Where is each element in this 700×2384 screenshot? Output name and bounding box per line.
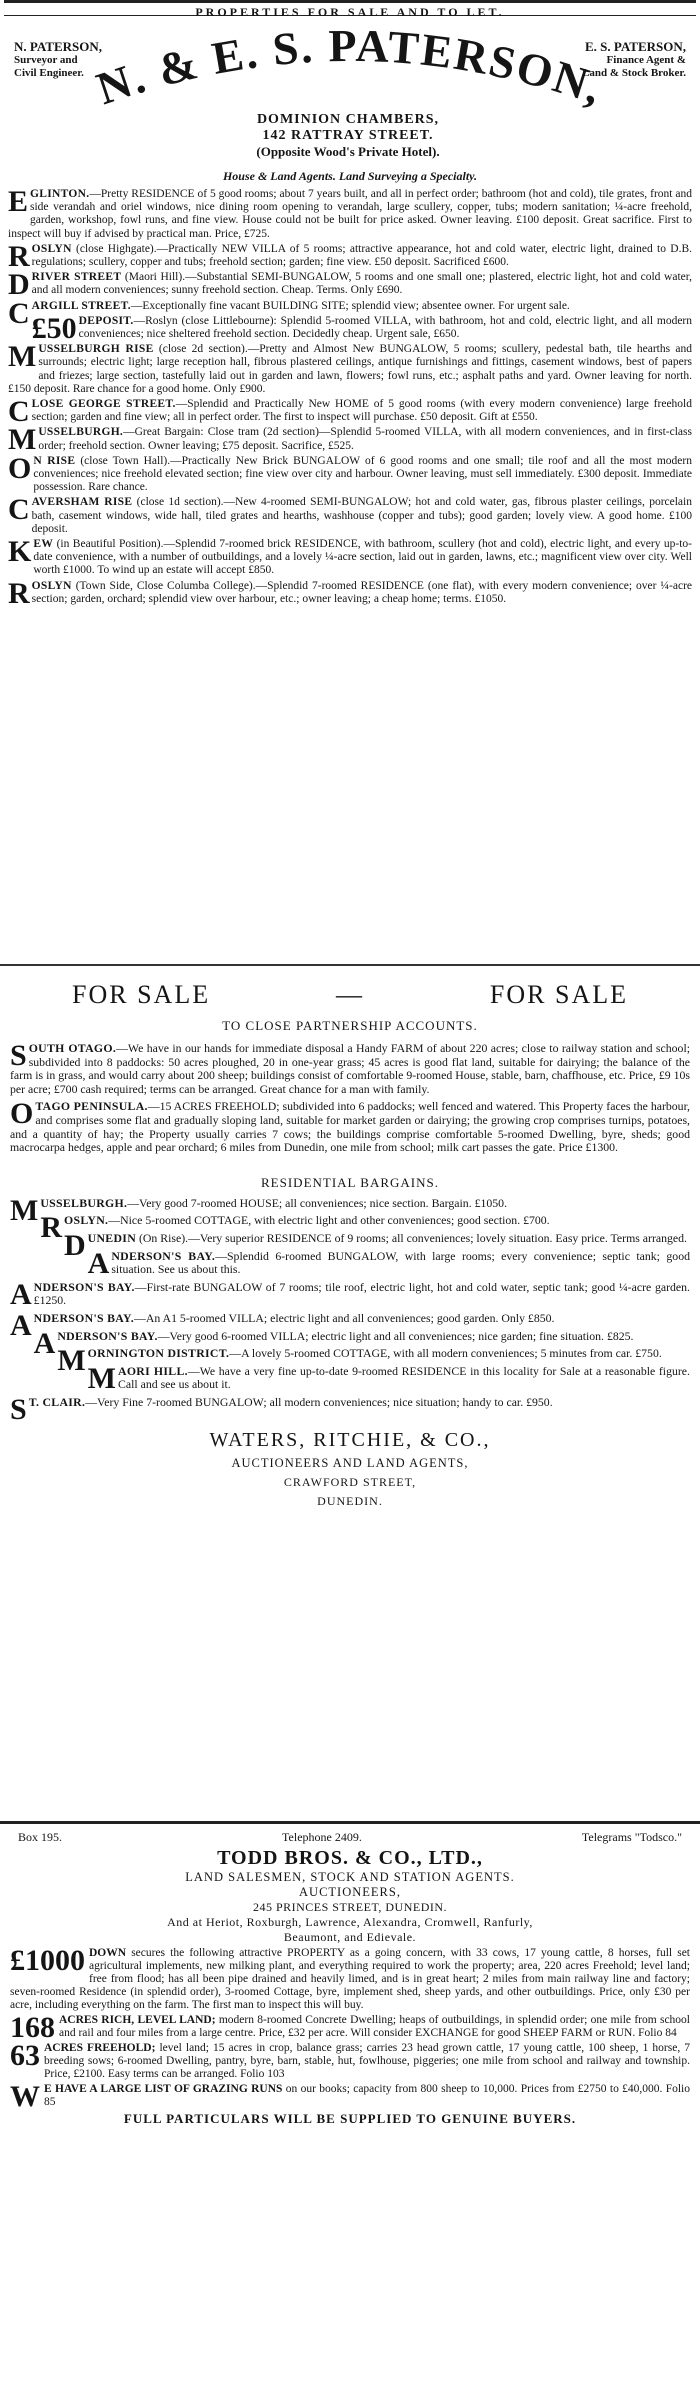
listing-heading: USSELBURGH. [40,1195,128,1210]
right-partner-title-2: Land & Stock Broker. [582,67,686,79]
property-listing [8,185,692,241]
residential-listings [10,1193,690,1426]
todd-listing [10,2039,690,2081]
property-listing [8,423,692,457]
farm-listing [10,1097,690,1155]
chambers-line: DOMINION CHAMBERS, [256,112,440,127]
listing-body: modern 8-roomed Concrete Dwelling; heaps of outbuildings, in splendid order; one mile from school and rail and four miles from a large centre. Price, £32 per acre. Will consider EXCHANGE for good SHEEP FARM or RUN. Folio 84 [59,2014,690,2039]
todd-address: 245 PRINCES STREET, DUNEDIN. [252,1900,448,1914]
right-partner-name: E. S. PATERSON, [584,39,686,54]
firm-street: CRAWFORD STREET, [283,1475,417,1490]
left-partner-title-2: Civil Engineer. [14,67,84,79]
todd-listing [10,1944,690,2012]
listing-body: (close 1d section).—New 4-roomed SEMI-BUNGALOW; hot and cold water, gas, fibrous plaster ceilings, porcelain bath, casement windows, wide hall, tiled grates and hearths, washhouse (copper and tubs); good garden; lovely view. A good home. £100 deposit. [31,496,692,535]
todd-firm-name: TODD BROS. & CO., LTD., [217,1847,483,1869]
listing-body: —Very good 7-roomed HOUSE; all conveniences; nice section. Bargain. £1050. [127,1195,508,1210]
listing-initial: K [8,535,32,569]
paterson-advertisement [0,16,700,966]
listing-body: —Splendid 6-roomed BUNGALOW, with large rooms; every convenience; septic tank; good situation. See us about this. [111,1248,690,1277]
listing-body: —Splendid and Practically New HOME of 5 good rooms (with every modern convenience) large freehold section; garden and fine view; all in perfect order. The first to inspect will purchase. £50 deposit. Gift at £550. [31,398,692,424]
property-listing [8,493,692,536]
opposite-line: (Opposite Wood's Private Hotel). [256,144,440,159]
listing-initial: C [8,493,30,527]
listing-body: —Roslyn (close Littlebourne): Splendid 5-roomed VILLA, with bathroom, hot and cold, electric light, and all modern conveniences; nice sheltered freehold section. Decidedly cheap. Urgent sale, £650. [78,314,692,341]
property-listing [8,239,692,273]
listing-initial: A [87,1246,110,1280]
waters-ritchie-advertisement [0,966,700,1824]
box-number: Box 195. [18,1830,63,1844]
listing-heading: OSLYN [31,579,72,592]
property-listing [8,340,692,396]
for-sale-dash: — [336,980,364,1009]
listing-heading: NDERSON'S BAY. [57,1328,158,1343]
arched-firm-name-path: N. & E. S. PATERSON, [90,19,611,115]
listing-initial: D [64,1228,86,1262]
listing-heading: T. CLAIR. [28,1394,86,1409]
listing-body: (close 2d section).—Pretty and Almost New BUNGALOW, 5 rooms; scullery, pedestal bath, tile hearths and surrounds; electric light; large reception hall, fibrous plastered ceilings, antique furnishings and fittings, casement windows, best of papers and friezes; large section, tastefully laid out in garden and lawn, flowers; fowl runs, etc.; asphalt paths and yard. Owner leaving for north. £150 deposit. Rare chance for a good home. Only £900. [8,343,692,395]
listing-body: secures the following attractive PROPERTY as a going concern, with 33 cows, 17 young cattle, 8 horses, full set agricultural implements, new milking plant, and everything required to work the property; area, 220 acres Freehold; level land; free from flood; has all been pipe drained and heavily limed, and is in great heart; 2 miles from main railway line and factory; seven-roomed Residence (in splendid order), 3-roomed Cottage, byre, implement shed, sheep yards, and other outbuildings. Price, only £30 per acre, including everything on the farm. The first man to inspect this will buy. [10,1947,690,2011]
listing-initial: M [8,423,37,457]
listing-initial: £50 [31,311,77,345]
listing-body: —A lovely 5-roomed COTTAGE, with all modern conveniences; 5 minutes from car. £750. [229,1346,662,1361]
listing-initial: C [8,296,30,330]
listing-body: —Very good 6-roomed VILLA; electric light and all conveniences; nice garden; fine situation. £825. [157,1328,634,1343]
for-sale-right: FOR SALE [489,980,628,1009]
listing-heading: AVERSHAM RISE [31,496,133,509]
listing-body: —Pretty RESIDENCE of 5 good rooms; about 7 years built, and all in perfect order; bathroom (hot and cold), tile grates, front and side verandah and oriel windows, nice dining room opening to verandah, large scullery, copper, tubs; modern sanitation; ¼-acre freehold, garden, workshop, fowl runs, and fine view. House could not be built for price asked. Owner leaving. £100 deposit. Great sacrifice. First to inspect will buy if advised by practical man. Price, £725. [8,188,692,240]
property-listing [8,451,692,495]
listing-heading: DEPOSIT. [78,314,134,327]
listing-body: —Exceptionally fine vacant BUILDING SITE; splendid view; absentee owner. For urgent sale. [130,299,570,312]
property-listing [8,311,692,345]
residential-listing [10,1277,690,1311]
listing-initial: E [8,185,29,218]
listing-heading: AORI HILL. [118,1363,188,1378]
for-sale-left: FOR SALE [72,980,211,1009]
todd-listings [10,1944,690,2113]
listing-body: (close Highgate).—Practically NEW VILLA of 5 rooms; attractive appearance, hot and cold water, electric light, drained to D.B. regulations; scullery, copper and tubs; freehold section; garden; fine view. £50 deposit. Sacrificed £600. [31,242,692,269]
listing-initial: A [10,1308,32,1342]
todd-listing [10,2011,690,2044]
listing-heading: ORNINGTON DISTRICT. [87,1346,230,1361]
listing-heading: TAGO PENINSULA. [35,1099,148,1114]
listing-heading: OSLYN. [64,1213,109,1228]
residential-listing [10,1246,690,1280]
listing-initial: 63 [10,2039,40,2072]
left-partner-name: N. PATERSON, [14,39,102,54]
farm-listings [10,1039,690,1155]
listing-heading: NDERSON'S BAY. [111,1248,216,1263]
residential-listing [10,1392,690,1426]
listing-body: (Town Side, Close Columba College).—Splendid 7-roomed RESIDENCE (one flat), with every modern convenience; over ¼-acre section; garden, orchard; splendid view over harbour, etc.; owner leaving; a cheap home; terms. £1050. [31,579,692,605]
todd-branches-1: And at Heriot, Roxburgh, Lawrence, Alexandra, Cromwell, Ranfurly, [167,1915,533,1929]
listing-body: on our books; capacity from 800 sheep to 10,000. Prices from £2750 to £40,000. Folio 85 [44,2083,690,2108]
listing-heading: OSLYN [31,242,72,255]
residential-heading: RESIDENTIAL BARGAINS. [261,1174,439,1190]
listing-heading: UNEDIN [87,1230,137,1245]
todd-auctioneers: AUCTIONEERS, [299,1885,401,1899]
listing-heading: USSELBURGH RISE [38,343,154,356]
telegrams: Telegrams "Todsco." [581,1830,682,1844]
firm-name: WATERS, RITCHIE, & CO., [209,1429,491,1452]
listing-initial: £1000 [10,1944,85,1977]
paterson-listings [8,185,692,610]
paterson-address [148,112,548,160]
firm-role: AUCTIONEERS AND LAND AGENTS, [231,1456,469,1471]
listing-heading: EW [33,538,54,551]
property-listing [8,535,692,578]
street-line: 142 RATTRAY STREET. [262,128,434,143]
waters-firm-block [10,1429,690,1509]
listing-heading: N RISE [33,454,76,467]
listing-body: —An A1 5-roomed VILLA; electric light and all conveniences; good garden. Only £850. [134,1310,555,1325]
listing-initial: S [10,1392,27,1426]
listing-initial: M [8,340,37,374]
for-sale-heading [10,980,690,1010]
todd-contact-row [10,1830,690,1845]
listing-body: —Great Bargain: Close tram (2d section)—Splendid 5-roomed VILLA, with all modern conveniences, and in first-class order; freehold section. Owner leaving; £75 deposit. Sacrifice, £525. [38,426,692,452]
listing-initial: M [10,1193,39,1227]
todd-branches-2: Beaumont, and Edievale. [283,1930,417,1944]
listing-heading: ACRES FREEHOLD; [44,2042,156,2054]
listing-initial: S [10,1039,27,1072]
left-partner-block [14,40,134,80]
property-listing [8,395,692,429]
todd-listing [10,2080,690,2113]
firm-city: DUNEDIN. [317,1494,383,1509]
todd-footer: FULL PARTICULARS WILL BE SUPPLIED TO GENUINE BUYERS. [123,2111,577,2126]
listing-heading: E HAVE A LARGE LIST OF GRAZING RUNS [44,2083,283,2095]
residential-listing [10,1361,690,1395]
listing-heading: ACRES RICH, LEVEL LAND; [59,2014,216,2026]
right-partner-title-1: Finance Agent & [606,54,686,66]
listing-initial: A [10,1277,32,1311]
listing-body: —Nice 5-roomed COTTAGE, with electric light and other conveniences; good section. £700. [108,1213,550,1228]
telephone: Telephone 2409. [282,1830,362,1844]
listing-body: (in Beautiful Position).—Splendid 7-roomed brick RESIDENCE, with bathroom, scullery (hot and cold), electric light, and every up-to-date convenience, with a number of outbuildings, and a lovely ¼-acre section, laid out in garden, lawns, etc.; magnificent view over city. Well worth £1000. To wind up an estate will accept £850. [33,538,692,577]
listing-heading: LOSE GEORGE STREET. [31,398,176,411]
listing-heading: RIVER STREET [31,271,122,284]
listing-initial: O [8,451,32,485]
listing-initial: R [8,576,30,610]
listing-body: (On Rise).—Very superior RESIDENCE of 9 rooms; all conveniences; lovely situation. Easy price. Terms arranged. [136,1230,688,1245]
property-listing [8,576,692,610]
arched-firm-name-text [90,20,610,115]
right-partner-block [566,40,686,80]
listing-initial: R [8,239,30,273]
listing-heading: GLINTON. [30,188,90,200]
listing-body: (Maori Hill).—Substantial SEMI-BUNGALOW, 5 rooms and one small one; plastered, electric light, hot and cold water, and all modern conveniences; sunny freehold section. Cheap. Terms. Only £690. [31,271,692,297]
listing-initial: A [33,1326,56,1360]
listing-heading: NDERSON'S BAY. [33,1310,135,1325]
listing-initial: W [10,2080,40,2113]
listing-body: —First-rate BUNGALOW of 7 rooms; tile roof, electric light, hot and cold water, septic tank; good ¼-acre garden. £1250. [33,1279,690,1308]
todd-bros-advertisement [0,1824,700,2384]
listing-body: —Very Fine 7-roomed BUNGALOW; all modern conveniences; nice situation; handy to car. £950. [85,1394,553,1409]
listing-body: —We have a very fine up-to-date 9-roomed RESIDENCE in this locality for Sale at a reasonable figure. Call and see us about it. [118,1363,690,1392]
partnership-subheading: TO CLOSE PARTNERSHIP ACCOUNTS. [222,1018,478,1033]
property-listing [8,268,692,302]
todd-role: LAND SALESMEN, STOCK AND STATION AGENTS. [185,1870,515,1884]
running-head: PROPERTIES FOR SALE AND TO LET. [4,0,696,16]
listing-initial: 168 [10,2011,55,2044]
listing-heading: DOWN [89,1947,127,1959]
listing-heading: USSELBURGH. [38,426,124,439]
listing-heading: ARGILL STREET. [31,299,131,312]
listing-body: (close Town Hall).—Practically New Brick BUNGALOW of 6 good rooms and one small; tile roof and all the most modern conveniences; nice freehold elevated section; fine view over city and harbour. Owner leaving, must sell immediately. £300 deposit. Immediate possession. Rare chance. [33,454,692,494]
listing-body: —15 ACRES FREEHOLD; subdivided into 6 paddocks; well fenced and watered. This Property faces the harbour, and comprises some flat and gradually sloping land, suitable for market garden or dairying; the growing crop comprises turnips, potatoes, and a quantity of hay; the Property usually carries 7 cows; the buildings comprise comfortable 5-roomed Dwelling, byre, sheds; good macrocarpa hedges, apple and pear orchard; 6 miles from Dunedin, one mile from school; milk cart passes the gate. Price £1300. [10,1099,690,1155]
paterson-masthead [8,16,692,166]
listing-initial: O [10,1097,34,1131]
left-partner-title-1: Surveyor and [14,54,78,66]
paterson-tagline: House & Land Agents. Land Surveying a Specialty. [222,169,478,183]
listing-heading: OUTH OTAGO. [28,1041,117,1055]
listing-heading: NDERSON'S BAY. [33,1279,135,1294]
listing-body: level land; 15 acres in crop, balance grass; carries 23 head grown cattle, 17 young cattle, 100 sheep, 1 horse, 7 breeding sows; 6-roomed Dwelling, pantry, byre, barn, stable, hut, fowlhouse, piggeries; one mile from school and railway and township. Price, £2100. Easy terms can be arranged. Folio 103 [44,2042,690,2080]
listing-initial: D [8,268,30,302]
listing-body: —We have in our hands for immediate disposal a Handy FARM of about 220 acres; close to railway station and school; subdivided into 8 paddocks: 50 acres ploughed, 20 in one-year grass; 45 acres is good flat land, suitable for dairying; the balance of the farm is in grass, and would carry about 200 sheep; buildings consist of comfortable 9-roomed House, stable, barn, chaffhouse, etc. Price, £9 10s per acre; £700 cash required; terms can be arranged. Great chance for a man with family. [10,1041,690,1096]
listing-initial: R [40,1211,62,1245]
listing-initial: M [87,1361,116,1395]
farm-listing [10,1039,690,1096]
listing-initial: C [8,395,30,429]
listing-initial: M [57,1344,86,1378]
